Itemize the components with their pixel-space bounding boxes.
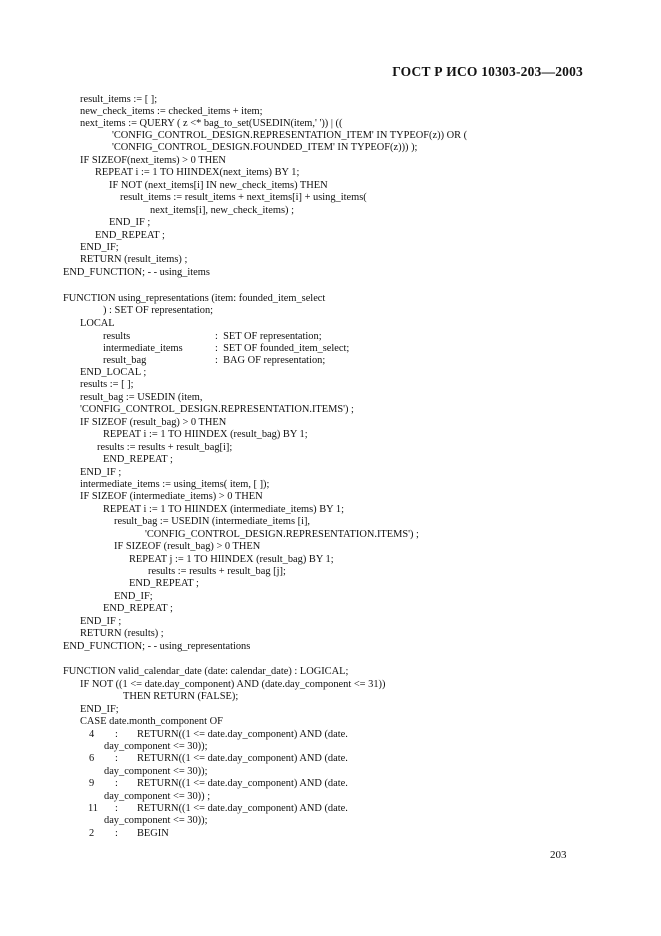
code-line: END_FUNCTION; - - using_representations xyxy=(63,641,251,652)
case-label: 4 xyxy=(89,729,95,740)
code-line: next_items[i], new_check_items) ; xyxy=(150,205,294,216)
code-line: 'CONFIG_CONTROL_DESIGN.REPRESENTATION.ITEMS') ; xyxy=(145,529,419,540)
code-line: END_FUNCTION; - - using_items xyxy=(63,267,210,278)
code-line: END_IF; xyxy=(80,242,119,253)
code-line: END_REPEAT ; xyxy=(103,454,173,465)
code-line: RETURN (result_items) ; xyxy=(80,254,188,265)
code-line: END_REPEAT ; xyxy=(103,603,173,614)
code-line: BEGIN xyxy=(137,828,169,839)
code-line: END_IF ; xyxy=(80,616,122,627)
code-line: IF NOT ((1 <= date.day_component) AND (date.day_component <= 31)) xyxy=(80,679,386,690)
code-line: THEN RETURN (FALSE); xyxy=(123,691,239,702)
code-line: 'CONFIG_CONTROL_DESIGN.REPRESENTATION_ITEM' IN TYPEOF(z)) OR ( xyxy=(112,130,468,141)
code-line: RETURN((1 <= date.day_component) AND (date. xyxy=(137,778,348,789)
code-line: FUNCTION valid_calendar_date (date: calendar_date) : LOGICAL; xyxy=(63,666,349,677)
code-line: results xyxy=(103,331,131,342)
code-line: CASE date.month_component OF xyxy=(80,716,223,727)
case-label: 2 xyxy=(89,828,95,839)
case-colon: : xyxy=(115,828,118,839)
code-line: IF SIZEOF (intermediate_items) > 0 THEN xyxy=(80,491,263,502)
code-line: REPEAT i := 1 TO HIINDEX(next_items) BY 1; xyxy=(95,167,300,178)
code-line: result_items := result_items + next_items[i] + using_items( xyxy=(120,192,367,203)
code-line: results := results + result_bag [j]; xyxy=(148,566,286,577)
code-line: new_check_items := checked_items + item; xyxy=(80,106,263,117)
code-line: result_bag := USEDIN (intermediate_items [i], xyxy=(114,516,311,527)
code-line: END_IF ; xyxy=(80,467,122,478)
code-line: : BAG OF representation; xyxy=(215,355,326,366)
code-line: RETURN((1 <= date.day_component) AND (date. xyxy=(137,803,348,814)
code-line: END_REPEAT ; xyxy=(129,578,199,589)
code-line: IF NOT (next_items[i] IN new_check_items) THEN xyxy=(109,180,328,191)
page-header: ГОСТ Р ИСО 10303-203—2003 xyxy=(392,64,583,79)
code-line: FUNCTION using_representations (item: founded_item_select xyxy=(63,293,326,304)
code-line: : SET OF founded_item_select; xyxy=(215,343,350,354)
code-line: results := [ ]; xyxy=(80,379,134,390)
code-line: results := results + result_bag[i]; xyxy=(97,442,233,453)
code-line: IF SIZEOF(next_items) > 0 THEN xyxy=(80,155,226,166)
code-line: REPEAT i := 1 TO HIINDEX (intermediate_items) BY 1; xyxy=(103,504,344,515)
code-line: REPEAT j := 1 TO HIINDEX (result_bag) BY 1; xyxy=(129,554,334,565)
code-line: IF SIZEOF (result_bag) > 0 THEN xyxy=(114,541,261,552)
code-line: result_items := [ ]; xyxy=(80,94,158,105)
code-line: END_REPEAT ; xyxy=(95,230,165,241)
code-line: intermediate_items xyxy=(103,343,183,354)
code-line: day_component <= 30)) ; xyxy=(104,791,211,802)
code-line: END_LOCAL ; xyxy=(80,367,147,378)
code-line: : SET OF representation; xyxy=(215,331,322,342)
code-line: day_component <= 30)); xyxy=(104,741,208,752)
code-line: REPEAT i := 1 TO HIINDEX (result_bag) BY 1; xyxy=(103,429,308,440)
code-line: RETURN((1 <= date.day_component) AND (date. xyxy=(137,753,348,764)
code-line: RETURN (results) ; xyxy=(80,628,164,639)
case-colon: : xyxy=(115,753,118,764)
code-line: intermediate_items := using_items( item, [ ]); xyxy=(80,479,270,490)
case-colon: : xyxy=(115,778,118,789)
case-label: 6 xyxy=(89,753,95,764)
code-line: LOCAL xyxy=(80,318,115,329)
case-colon: : xyxy=(115,729,118,740)
code-line: 'CONFIG_CONTROL_DESIGN.FOUNDED_ITEM' IN TYPEOF(z))) ); xyxy=(112,142,418,153)
code-line: IF SIZEOF (result_bag) > 0 THEN xyxy=(80,417,227,428)
code-line: RETURN((1 <= date.day_component) AND (date. xyxy=(137,729,348,740)
page-number: 203 xyxy=(550,849,567,861)
code-line: result_bag := USEDIN (item, xyxy=(80,392,203,403)
code-line: result_bag xyxy=(103,355,147,366)
code-line: END_IF; xyxy=(114,591,153,602)
code-line: END_IF; xyxy=(80,704,119,715)
case-label: 11 xyxy=(88,803,99,814)
case-label: 9 xyxy=(89,778,95,789)
code-line: next_items := QUERY ( z <* bag_to_set(USEDIN(item,' ')) | (( xyxy=(80,118,343,129)
code-line: ) : SET OF representation; xyxy=(103,305,214,316)
case-colon: : xyxy=(115,803,118,814)
code-line: day_component <= 30)); xyxy=(104,766,208,777)
code-line: 'CONFIG_CONTROL_DESIGN.REPRESENTATION.ITEMS') ; xyxy=(80,404,354,415)
code-line: day_component <= 30)); xyxy=(104,815,208,826)
code-line: END_IF ; xyxy=(109,217,151,228)
